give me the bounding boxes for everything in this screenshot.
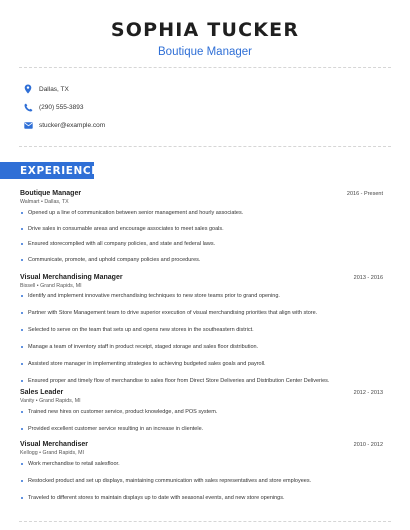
job-company-location: Vanity • Grand Rapids, MI xyxy=(20,398,81,404)
bullet-item: Ensured proper and timely flow of merchandise to sales floor from Direct Store Deliveries and Distribution Center Deliveries. xyxy=(20,378,383,395)
job-company-location: Kellogg • Grand Rapids, MI xyxy=(20,450,84,456)
bullet-item: Selected to serve on the team that sets up and opens new stores in the southeastern district. xyxy=(20,327,383,344)
job-dates: 2016 - Present xyxy=(346,191,383,197)
job-bullets xyxy=(20,409,383,443)
bullet-item: Opened up a line of communication between senior management and hourly associates. xyxy=(20,210,383,226)
bullet-item: Work merchandise to retail salesfloor. xyxy=(20,461,383,478)
email-link[interactable]: stucker@example.com xyxy=(39,121,106,129)
job-title: Boutique Manager xyxy=(20,190,82,197)
contact-email xyxy=(23,116,105,134)
job-dates: 2012 - 2013 xyxy=(353,390,383,396)
bullet-item: Identify and implement innovative merchandising techniques to new store teams prior to grand opening. xyxy=(20,293,383,310)
section-header-experience xyxy=(0,162,99,179)
bullet-item: Ensured storecomplied with all company policies, and state and federal laws. xyxy=(20,241,383,257)
bullet-item: Provided excellent customer service resulting in an increase in clientele. xyxy=(20,426,383,443)
resume-header xyxy=(0,0,410,59)
divider xyxy=(19,146,391,147)
bullet-item: Manage a team of inventory staff in product receipt, staged storage and sales floor distribution. xyxy=(20,344,383,361)
divider xyxy=(19,521,391,522)
job-bullets xyxy=(20,210,383,272)
map-pin-icon xyxy=(23,84,33,94)
job-entry xyxy=(20,274,383,395)
contact-location xyxy=(23,80,105,98)
job-company-location: Bissell • Grand Rapids, MI xyxy=(20,283,82,289)
job-title: Visual Merchandiser xyxy=(20,441,88,448)
job-title: Sales Leader xyxy=(20,389,64,396)
job-entry xyxy=(20,441,383,512)
candidate-name: SOPHIA TUCKER xyxy=(110,19,300,41)
bullet-item: Partner with Store Management team to drive superior execution of visual merchandising priorities that align with store. xyxy=(20,310,383,327)
job-entry xyxy=(20,190,383,272)
job-company-location: Walmart • Dallas, TX xyxy=(20,199,69,205)
location-text: Dallas, TX xyxy=(39,85,69,93)
job-entry xyxy=(20,389,383,443)
bullet-item: Communicate, promote, and uphold company policies and procedures. xyxy=(20,257,383,273)
job-bullets xyxy=(20,461,383,512)
phone-icon xyxy=(23,102,33,112)
job-title: Visual Merchandising Manager xyxy=(20,274,123,281)
bullet-item: Drive sales in consumable areas and encourage associates to meet sales goals. xyxy=(20,226,383,242)
job-dates: 2010 - 2012 xyxy=(353,442,383,448)
mail-icon xyxy=(23,120,33,130)
job-dates: 2013 - 2016 xyxy=(353,275,383,281)
job-bullets xyxy=(20,293,383,395)
section-title: EXPERIENCE xyxy=(20,165,99,177)
divider xyxy=(19,67,391,68)
bullet-item: Trained new hires on customer service, product knowledge, and POS system. xyxy=(20,409,383,426)
job-title-heading: Boutique Manager xyxy=(158,46,252,58)
bullet-item: Assisted store manager in implementing strategies to achieving budgeted sales goals and payroll. xyxy=(20,361,383,378)
bullet-item: Traveled to different stores to maintain displays up to date with seasonal events, and new store openings. xyxy=(20,495,383,512)
contact-list xyxy=(23,80,105,134)
phone-text: (290) 555-3893 xyxy=(39,103,84,111)
contact-phone xyxy=(23,98,105,116)
bullet-item: Restocked product and set up displays, maintaining communication with sales representatives and store employees. xyxy=(20,478,383,495)
